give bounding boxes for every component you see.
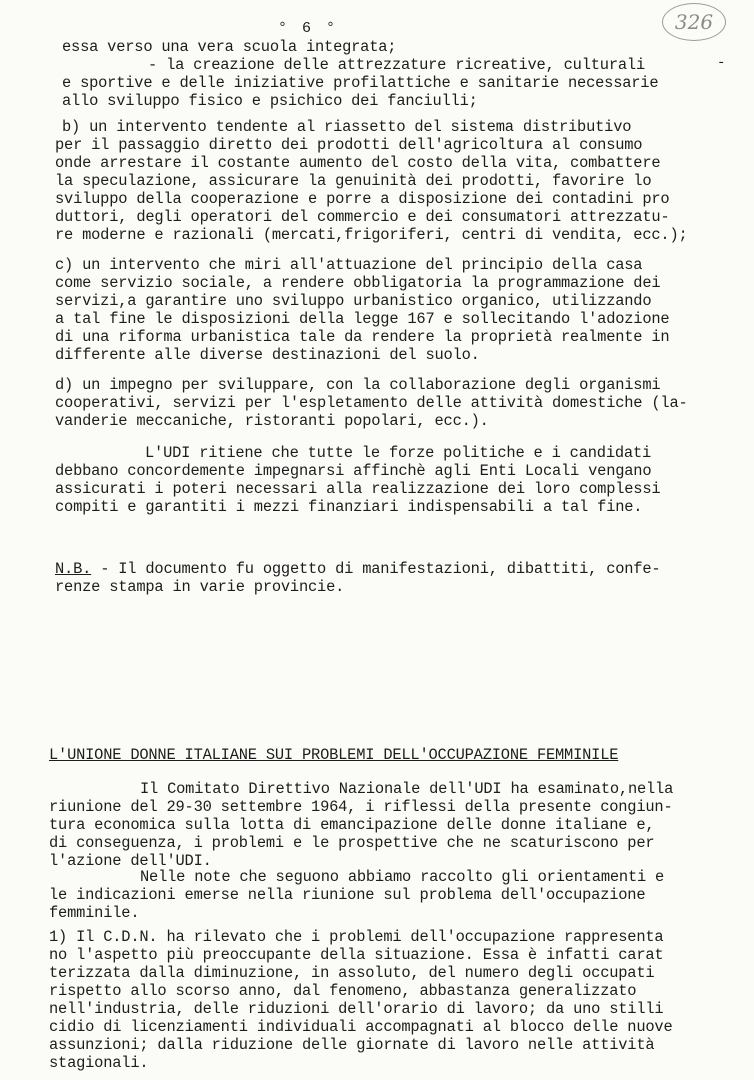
margin-mark: -: [717, 55, 726, 71]
text-line: d) un impegno per sviluppare, con la collaborazione degli organismi: [55, 376, 661, 394]
text-line: onde arrestare il costante aumento del costo della vita, combattere: [55, 154, 661, 172]
text-line: e sportive e delle iniziative profilattiche e sanitarie necessarie: [62, 74, 659, 92]
note-text: - Il documento fu oggetto di manifestazioni, dibattiti, confe-: [91, 560, 661, 578]
page-number: ° 6 °: [278, 20, 339, 37]
text-line: rispetto allo scorso anno, dal fenomeno, abbastanza generalizzato: [49, 982, 637, 1000]
text-line: come servizio sociale, a rendere obbligatoria la programmazione dei: [55, 274, 661, 292]
text-line: assicurati i poteri necessari alla realizzazione dei loro complessi: [55, 480, 661, 498]
text-line: le indicazioni emerse nella riunione sul problema dell'occupazione: [49, 886, 646, 904]
text-line: c) un intervento che miri all'attuazione del principio della casa: [55, 256, 643, 274]
text-line: servizi,a garantire uno sviluppo urbanistico organico, utilizzando: [55, 292, 652, 310]
text-line: terizzata dalla diminuzione, in assoluto, del numero degli occupati: [49, 964, 655, 982]
text-line: allo sviluppo fisico e psichico dei fanciulli;: [62, 92, 478, 110]
text-line: no l'aspetto più preoccupante della situazione. Essa è infatti carat: [49, 946, 664, 964]
text-line: b) un intervento tendente al riassetto del sistema distributivo: [62, 118, 632, 136]
text-line: debbano concordemente impegnarsi affinchè agli Enti Locali vengano: [55, 462, 652, 480]
section-heading: L'UNIONE DONNE ITALIANE SUI PROBLEMI DELL'OCCUPAZIONE FEMMINILE: [49, 746, 619, 764]
archive-stamp: [662, 3, 726, 41]
text-line: di una riforma urbanistica tale da rendere la proprietà realmente in: [55, 328, 670, 346]
text-line: assunzioni; dalla riduzione delle giornate di lavoro nelle attività: [49, 1036, 655, 1054]
text-line: vanderie meccaniche, ristoranti popolari, ecc.).: [55, 412, 489, 430]
text-line: tura economica sulla lotta di emancipazione delle donne italiane e,: [49, 816, 655, 834]
text-line: - la creazione delle attrezzature ricreative, culturali: [148, 56, 645, 74]
text-line: essa verso una vera scuola integrata;: [62, 38, 397, 56]
note-label: N.B.: [55, 560, 92, 578]
text-line: differente alle diverse destinazioni del suolo.: [55, 346, 480, 364]
text-line: 1) Il C.D.N. ha rilevato che i problemi dell'occupazione rappresenta: [49, 928, 664, 946]
text-line: riunione del 29-30 settembre 1964, i riflessi della presente congiun-: [49, 798, 673, 816]
archive-stamp-number: 326: [674, 10, 714, 34]
text-line: cooperativi, servizi per l'espletamento delle attività domestiche (la-: [55, 394, 688, 412]
text-line: duttori, degli operatori del commercio e dei consumatori attrezzatu-: [55, 208, 670, 226]
text-line: cidio di licenziamenti individuali accompagnati al blocco delle nuove: [49, 1018, 673, 1036]
text-line: sviluppo della cooperazione e porre a disposizione dei contadini pro: [55, 190, 670, 208]
text-line: l'azione dell'UDI.: [49, 852, 212, 870]
text-line: compiti e garantiti i mezzi finanziari indispensabili a tal fine.: [55, 498, 643, 516]
text-line: Nelle note che seguono abbiamo raccolto gli orientamenti e: [140, 868, 665, 886]
text-line: la speculazione, assicurare la genuinità dei prodotti, favorire lo: [55, 172, 652, 190]
note-line: renze stampa in varie provincie.: [55, 578, 345, 596]
text-line: femminile.: [49, 904, 140, 922]
text-line: L'UDI ritiene che tutte le forze politiche e i candidati: [145, 444, 652, 462]
note-line: [55, 560, 660, 578]
text-line: a tal fine le disposizioni della legge 167 e sollecitando l'adozione: [55, 310, 670, 328]
text-line: nell'industria, delle riduzioni dell'orario di lavoro; da uno stilli: [49, 1000, 664, 1018]
text-line: Il Comitato Direttivo Nazionale dell'UDI ha esaminato,nella: [140, 780, 674, 798]
text-line: re moderne e razionali (mercati,frigoriferi, centri di vendita, ecc.);: [55, 226, 688, 244]
text-line: stagionali.: [49, 1054, 149, 1072]
text-line: di conseguenza, i problemi e le prospettive che ne scaturiscono per: [49, 834, 655, 852]
text-line: per il passaggio diretto dei prodotti dell'agricoltura al consumo: [55, 136, 643, 154]
